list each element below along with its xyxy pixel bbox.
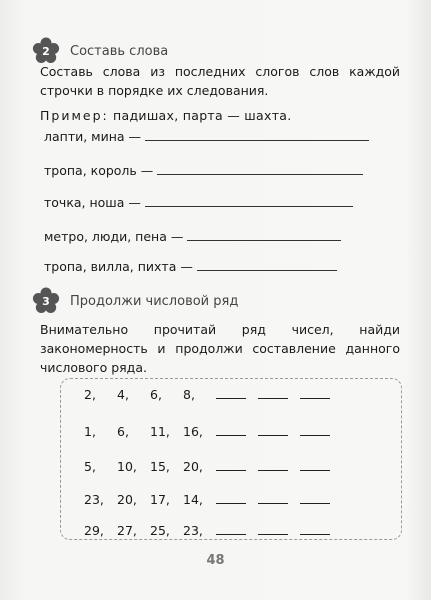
sequence-number: 15, [150,459,170,474]
task-2-header [40,40,400,62]
word-row [44,192,353,210]
task-3-header [40,290,400,312]
word-row-words: точка, ноша — [44,195,141,210]
answer-blank[interactable] [300,533,330,535]
answer-line[interactable] [145,205,353,207]
sequence-number: 29, [84,523,104,538]
answer-blank[interactable] [300,397,330,399]
answer-blank[interactable] [216,469,246,471]
word-row [44,256,337,274]
answer-blank[interactable] [258,533,288,535]
word-row-words: лапти, мина — [44,129,142,144]
sequence-number: 20, [117,492,137,507]
answer-blank[interactable] [258,469,288,471]
task-2-instruction: Составь слова из последних слогов слов каждой строчки в порядке их следования. [40,64,400,98]
word-row-words: тропа, король — [44,163,154,178]
sequence-number: 27, [117,523,137,538]
answer-line[interactable] [157,173,363,175]
answer-blank[interactable] [300,469,330,471]
sequence-row [84,456,342,474]
sequence-number: 14, [183,492,203,507]
sequence-number: 23, [84,492,104,507]
answer-line[interactable] [197,269,337,271]
svg-text:3: 3 [42,295,50,308]
word-row-words: тропа, вилла, пихта — [44,259,193,274]
sequence-row [84,489,342,507]
answer-line[interactable] [187,239,341,241]
answer-blank[interactable] [216,502,246,504]
answer-blank[interactable] [258,434,288,436]
word-row [44,126,369,144]
sequence-number: 11, [150,424,170,439]
task-3-instruction: Внимательно прочитай ряд чисел, найди закономерность и продолжи составление данного числового ряда. [40,322,400,375]
answer-blank[interactable] [258,502,288,504]
answer-blank[interactable] [258,397,288,399]
answer-blank[interactable] [216,533,246,535]
sequence-row [84,384,342,402]
sequence-number: 20, [183,459,203,474]
sequence-number: 25, [150,523,170,538]
task-3-title: Продолжи числовой ряд [70,293,239,309]
sequence-number: 6, [117,424,129,439]
answer-line[interactable] [145,139,369,141]
sequence-number: 5, [84,459,96,474]
sequence-number: 10, [117,459,137,474]
answer-blank[interactable] [300,502,330,504]
sequence-number: 8, [183,387,195,402]
sequence-number: 16, [183,424,203,439]
task-2-title: Составь слова [70,43,169,59]
sequence-number: 2, [84,387,96,402]
sequence-number: 17, [150,492,170,507]
sequence-number: 1, [84,424,96,439]
word-row [44,226,341,244]
answer-blank[interactable] [216,397,246,399]
example-words: падишах, парта — шахта. [113,108,292,123]
answer-blank[interactable] [300,434,330,436]
answer-blank[interactable] [216,434,246,436]
flower-badge-icon [32,37,60,65]
sequence-number: 4, [117,387,129,402]
sequence-number: 6, [150,387,162,402]
sequence-row [84,421,342,439]
sequence-row [84,520,342,538]
task-2 [40,40,400,62]
word-row [44,160,363,178]
word-row-words: метро, люди, пена — [44,229,184,244]
sequence-number: 23, [183,523,203,538]
flower-badge-icon [32,287,60,315]
task-3 [40,290,400,312]
task-2-example [40,108,292,123]
page-number: 48 [206,553,225,568]
example-label: Пример: [40,108,109,123]
svg-text:2: 2 [42,45,50,58]
